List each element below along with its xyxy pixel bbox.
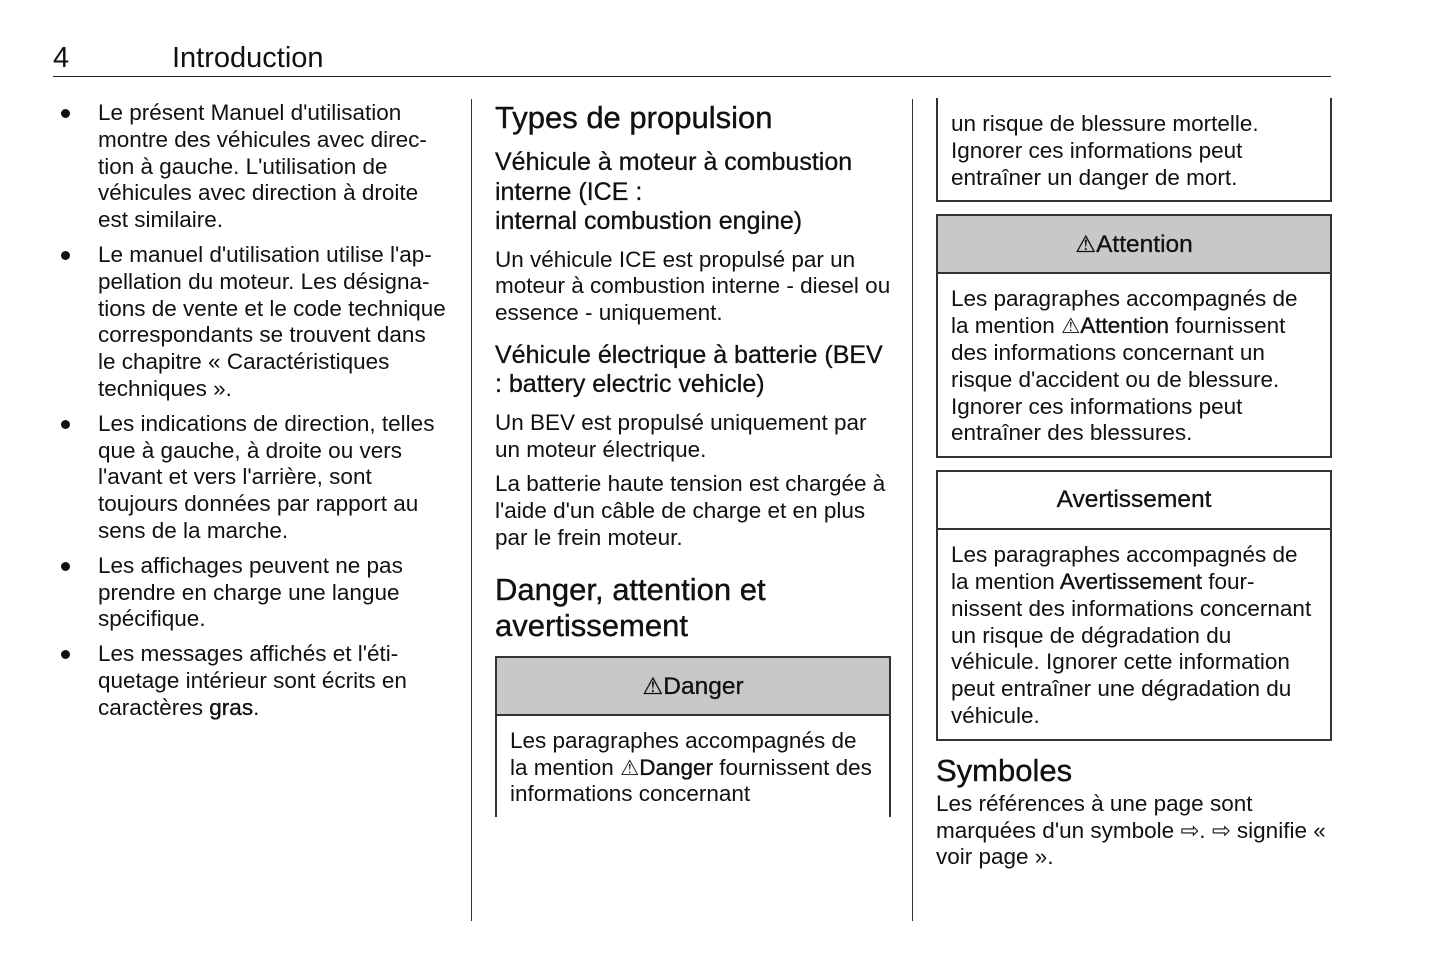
avertissement-box	[936, 470, 1332, 741]
warning-triangle-icon: ⚠	[1075, 231, 1097, 258]
paragraph-symboles: Les références à une page sont marquées d'un symbole ⇨. ⇨ signifie « voir page ».	[936, 790, 1326, 870]
danger-box-header: ⚠Danger	[497, 658, 889, 716]
list-item: Le manuel d'utilisation utilise l'appellation du moteur. Les désignations de vente et le code technique correspondants se trouvent dans le chapitre « Caractéristiques techniques ».	[57, 242, 449, 403]
warning-triangle-icon: ⚠	[642, 672, 664, 699]
column-divider-2	[912, 99, 913, 921]
paragraph-bev-1: Un BEV est propulsé uniquement par un moteur électrique.	[495, 409, 867, 462]
danger-box	[495, 656, 891, 817]
list-item: Les affichages peuvent ne pas prendre en charge une langue spécifique.	[57, 553, 449, 633]
column-right	[936, 98, 1332, 879]
danger-box-continued-body: un risque de blessure mortelle. Ignorer ces informations peut entraîner un danger de mort.	[951, 111, 1259, 190]
list-item: Les messages affichés et l'étiquetage intérieur sont écrits en caractères gras.	[57, 641, 449, 721]
column-left	[57, 100, 449, 730]
page-reference-icon: ⇨	[1211, 817, 1231, 843]
paragraph-bev-2: La batterie haute tension est chargée à l'aide d'un câble de charge et en plus par le frein moteur.	[495, 471, 886, 551]
list-item: Le présent Manuel d'utilisation montre des véhicules avec direction à gauche. L'utilisation de véhicules avec direction à droite est similaire.	[57, 100, 449, 234]
bullet-icon	[61, 420, 70, 429]
avertissement-box-header: Avertissement	[938, 472, 1330, 530]
heading-bev: Véhicule électrique à batterie (BEV : battery electric vehicle)	[495, 340, 883, 399]
page-number: 4	[53, 42, 70, 74]
page-header	[53, 40, 1331, 77]
danger-box-continued	[936, 98, 1332, 202]
paragraph-ice: Un véhicule ICE est propulsé par un moteur à combustion interne - diesel ou essence - uniquement.	[495, 246, 891, 326]
attention-box	[936, 214, 1332, 458]
danger-box-body: Les paragraphes accompagnés de la mention ⚠Danger fournissent des informations concernant	[510, 727, 872, 807]
list-item: Les indications de direction, telles que à gauche, à droite ou vers l'avant et vers l'arrière, sont toujours données par rapport au sens de la marche.	[57, 411, 449, 545]
bold-word: gras	[209, 694, 254, 720]
column-middle	[495, 100, 891, 817]
bullet-icon	[61, 650, 70, 659]
column-divider-1	[471, 99, 472, 921]
warning-triangle-icon: ⚠	[1061, 314, 1081, 339]
heading-symboles: Symboles	[936, 752, 1073, 788]
bullet-icon	[61, 562, 70, 571]
heading-danger-section: Danger, attention et avertissement	[495, 571, 766, 643]
attention-box-body: Les paragraphes accompagnés de la mention ⚠Attention fournissent des informations concernant un risque d'accident ou de blessure. Ignorer ces informations peut entraîner des blessures.	[951, 286, 1298, 446]
attention-box-header: ⚠Attention	[938, 216, 1330, 274]
heading-ice: Véhicule à moteur à combustion interne (ICE : internal combustion engine)	[495, 148, 853, 235]
bullet-icon	[61, 109, 70, 118]
bullet-list	[57, 100, 449, 722]
page-reference-icon: ⇨	[1180, 817, 1200, 843]
section-title: Introduction	[172, 42, 324, 74]
avertissement-box-body: Les paragraphes accompagnés de la mention Avertissement fournissent des informations concernant un risque de dégradation du véhicule. Ignorer cette information peut entraîner une dégradation du véhicule.	[951, 542, 1312, 728]
bullet-icon	[61, 251, 70, 260]
heading-propulsion: Types de propulsion	[495, 100, 773, 135]
warning-triangle-icon: ⚠	[620, 755, 640, 780]
